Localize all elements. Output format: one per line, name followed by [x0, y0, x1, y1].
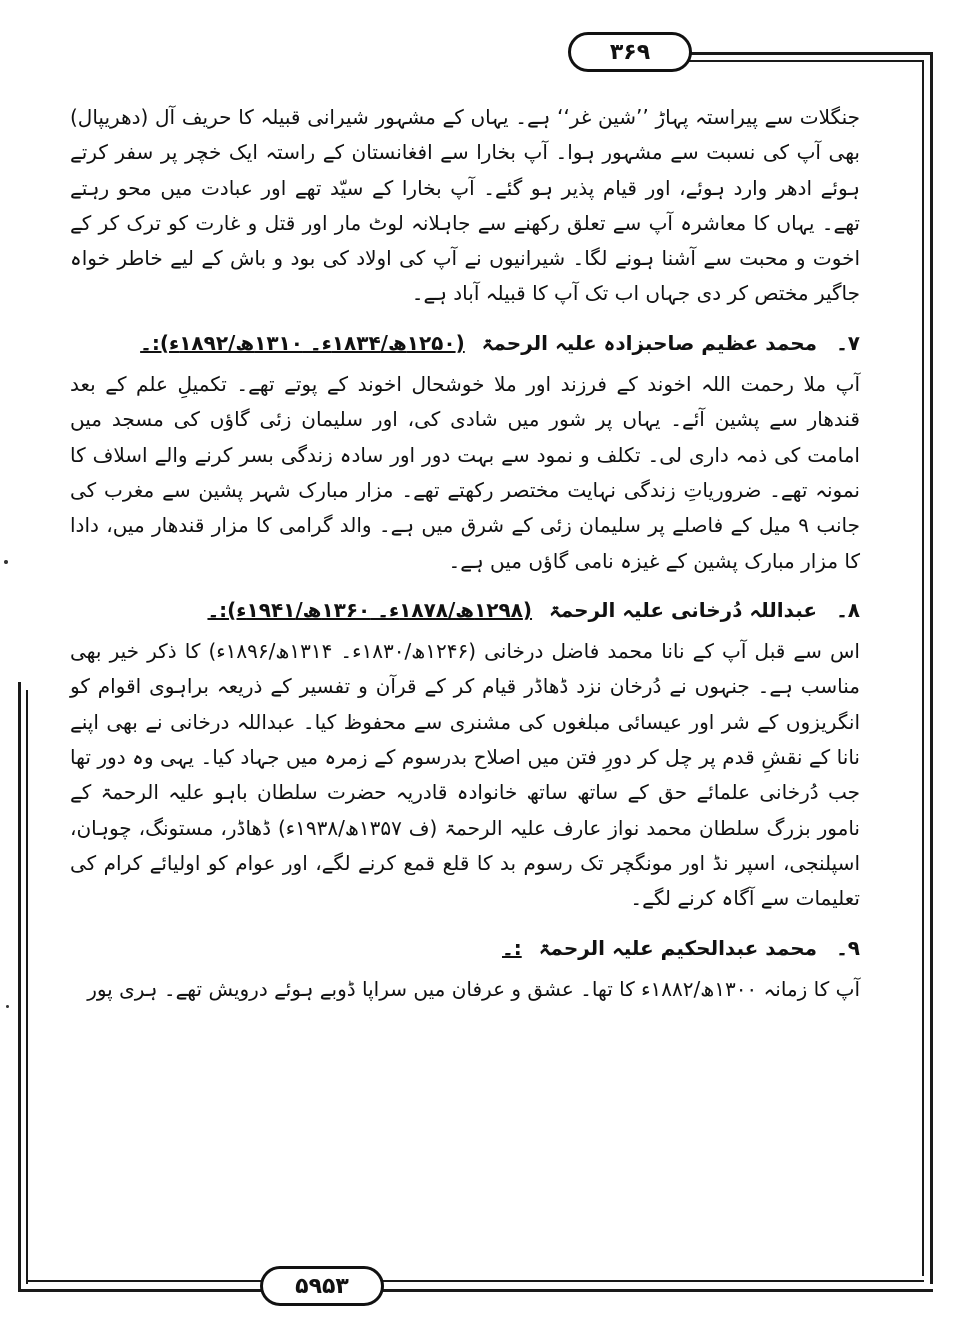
frame-left-inner-rule: [26, 690, 28, 1284]
section-dates: (۱۲۵۰ھ/۱۸۳۴ء۔ ۱۳۱۰ھ/۱۸۹۲ء):۔: [140, 330, 465, 355]
section-heading: [70, 326, 860, 361]
section-dates: :۔: [502, 935, 522, 960]
section-dates: (۱۲۹۸ھ/۱۸۷۸ء۔ ۱۳۶۰ھ/۱۹۴۱ء):۔: [207, 597, 533, 622]
section-body: آپ کا زمانہ ۱۳۰۰ھ/۱۸۸۲ء کا تھا۔ عشق و عرفان میں سراپا ڈوبے ہوئے درویش تھے۔ ہری پور: [87, 976, 860, 1001]
frame-right-inner-rule: [922, 60, 924, 1276]
frame-top-rule-inner: [668, 60, 924, 62]
section-title: عبداللہ دُرخانی علیہ الرحمۃ: [549, 597, 818, 622]
scan-speck: [4, 560, 8, 564]
section-title: محمد عظیم صاحبزادہ علیہ الرحمۃ: [481, 330, 818, 355]
page-body: [70, 100, 860, 1007]
section-heading: [70, 931, 860, 966]
section-title: محمد عبدالحکیم علیہ الرحمۃ: [538, 935, 818, 960]
intro-paragraph: جنگلات سے پیراستہ پہاڑ ’’شین غر‘‘ ہے۔ یہاں کے مشہور شیرانی قبیلہ کا حریف آل (دھریپال) بھی آپ کی نسبت سے مشہور ہوا۔ آپ بخارا سے افغانستان کے راستہ ایک خچر پر سفر کرتے ہوئے ادھر وارد ہوئے، اور قیام پذیر ہو گئے۔ آپ بخارا کے سیّد تھے اور عبادت میں محو رہتے تھے۔ یہاں کا معاشرہ آپ سے تعلق رکھنے سے جاہلانہ لوٹ مار اور قتل و غارت کو ترک کر کے اخوت و محبت سے آشنا ہونے لگا۔ شیرانیوں نے آپ کی اولاد کی بود و باش کے لیے خاطر خواہ جاگیر مختص کر دی جہاں اب تک آپ کا قبیلہ آباد ہے۔: [70, 105, 860, 306]
section-body: آپ ملا رحمت اللہ اخوند کے فرزند اور ملا خوشحال اخوند کے پوتے تھے۔ تکمیلِ علم کے بعد قندھار سے پشین آئے۔ یہاں پر شور میں شادی کی، اور سلیمان زئی گاؤں کی مسجد میں امامت کی ذمہ داری لی۔ تکلف و نمود سے بہت دور اور سادہ زندگی بسر کرنے والے اسلاف کا نمونہ تھے۔ ضروریاتِ زندگی نہایت مختصر رکھتے تھے۔ مزار مبارک شہر پشین سے مغرب کی جانب ۹ میل کے فاصلے پر سلیمان زئی کے شرق میں ہے۔ والد گرامی کا مزار قندھار میں، دادا کا مزار مبارک پشین کے غیزہ نامی گاؤں میں ہے۔: [70, 372, 860, 573]
frame-right-outer-rule: [930, 52, 933, 1284]
section-number: ۹۔: [836, 935, 860, 960]
frame-bottom-rule-inner: [26, 1280, 924, 1282]
frame-top-rule-outer: [660, 52, 933, 55]
scan-speck: [6, 1005, 9, 1008]
frame-left-outer-rule: [18, 682, 21, 1292]
section-heading: [70, 593, 860, 628]
section-body: اس سے قبل آپ کے نانا محمد فاضل درخانی (۱۲۴۶ھ/۱۸۳۰ء۔ ۱۳۱۴ھ/۱۸۹۶ء) کا ذکر خیر بھی مناسب ہے۔ جنہوں نے دُرخان نزد ڈھاڈر قیام کر کے قرآن و تفسیر کے ذریعہ براہوی اقوام کو انگریزوں کے شر اور عیسائی مبلغوں کی مشنری سے محفوظ کیا۔ عبداللہ درخانی نے بھی اپنے نانا کے نقشِ قدم پر چل کر دورِ فتن میں اصلاح بدرسوم کے زمرہ میں جہاد کیا۔ یہی وہ دور تھا جب دُرخانی علمائے حق کے ساتھ ساتھ خانوادہ قادریہ حضرت سلطان باہو علیہ الرحمۃ کے نامور بزرگ سلطان محمد نواز عارف علیہ الرحمۃ (ف ۱۳۵۷ھ/۱۹۳۸ء) ڈھاڈر، مستونگ، چوہان، اسپلنجی، اسپر نڈ اور مونگچر تک رسوم بد کا قلع قمع کرنے لگے، اور عوام کو اولیائے کرام کی تعلیمات سے آگاہ کرنے لگے۔: [70, 639, 860, 911]
section-number: ۸۔: [836, 597, 860, 622]
bottom-page-number: ۵۹۵۳: [260, 1266, 384, 1306]
frame-bottom-rule-outer: [18, 1289, 933, 1292]
top-page-number: ۳۶۹: [568, 32, 692, 72]
section-number: ۷۔: [836, 330, 860, 355]
